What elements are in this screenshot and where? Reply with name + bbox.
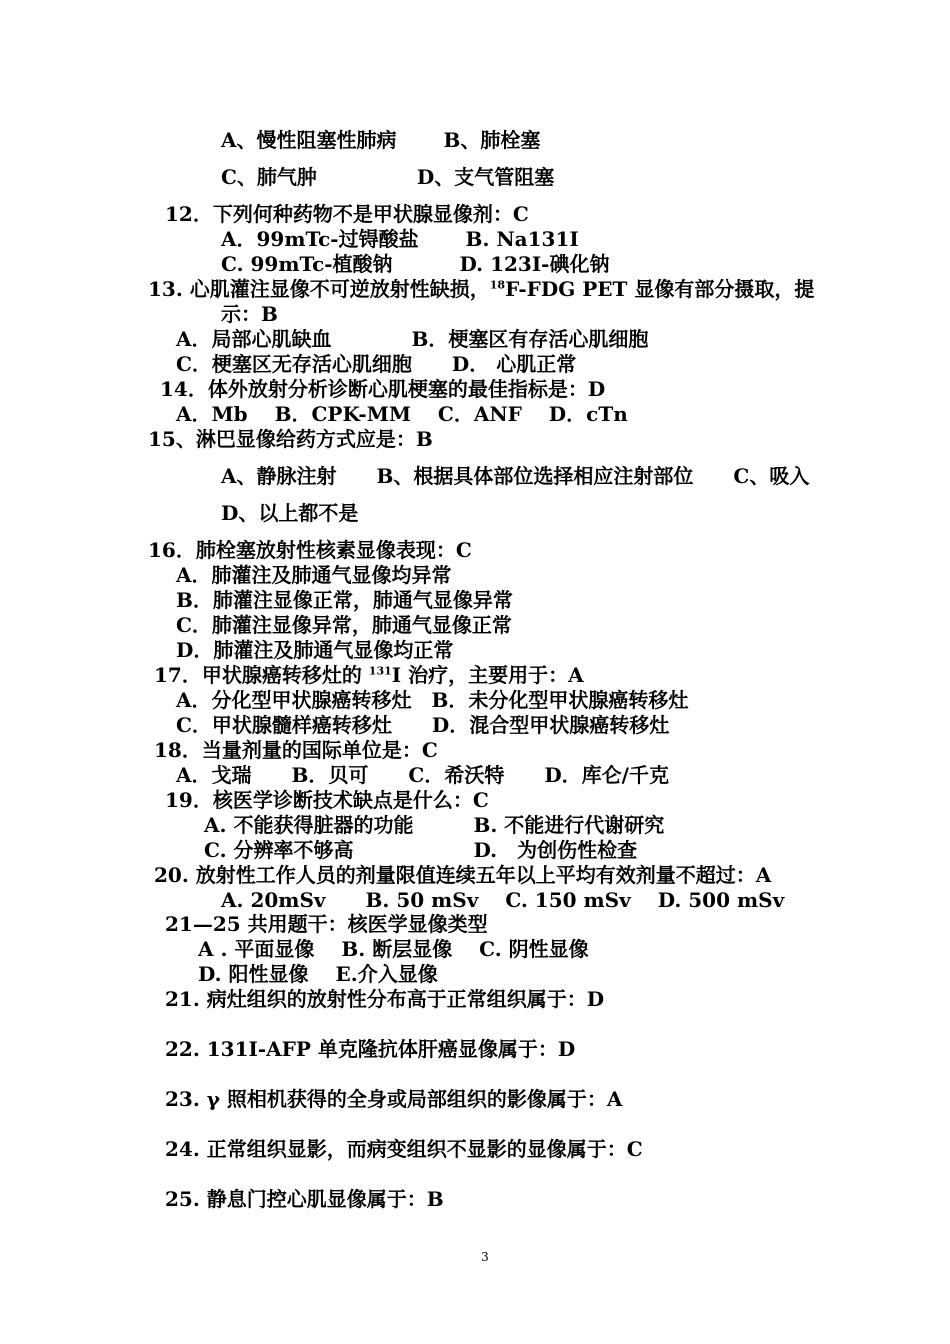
q22-question: 22. 131I-AFP 单克隆抗体肝癌显像属于：D [165,1037,576,1061]
q16-option-b: B．肺灌注显像正常，肺通气显像异常 [176,588,513,612]
q14-options: A．Mb B．CPK-MM C．ANF D．cTn [176,402,628,426]
q13-options-ab: A．局部心肌缺血 B．梗塞区有存活心肌细胞 [176,327,649,351]
q21-25-options-de: D. 阳性显像 E.介入显像 [198,962,438,986]
q21-25-options-abc: A . 平面显像 B. 断层显像 C. 阴性显像 [198,937,589,961]
q20-options: A. 20mSv B. 50 mSv C. 150 mSv D. 500 mSv [221,888,785,912]
q15-question: 15、淋巴显像给药方式应是：B [148,427,433,451]
q11-options-cd: C、肺气肿 D、支气管阻塞 [221,165,555,189]
q17-question [154,663,584,687]
q17-text-part2: I 治疗，主要用于：A [391,663,584,687]
q21-25-shared-stem: 21—25 共用题干：核医学显像类型 [165,912,488,936]
q17-options-cd: C．甲状腺髓样癌转移灶 D．混合型甲状腺癌转移灶 [176,713,670,737]
q23-question: 23. γ 照相机获得的全身或局部组织的影像属于：A [165,1087,623,1111]
q16-option-c: C．肺灌注显像异常，肺通气显像正常 [176,613,512,637]
q13-question [148,277,814,301]
q12-options-ab: A．99mTc-过锝酸盐 B. Na131I [221,227,579,251]
q17-options-ab: A．分化型甲状腺癌转移灶 B．未分化型甲状腺癌转移灶 [176,688,689,712]
q13-text-part1: 13. 心肌灌注显像不可逆放射性缺损， [148,277,490,301]
q21-question: 21. 病灶组织的放射性分布高于正常组织属于：D [165,987,605,1011]
q13-question-continued: 示：B [221,302,278,326]
q19-options-ab: A. 不能获得脏器的功能 B. 不能进行代谢研究 [204,813,665,837]
q24-question: 24. 正常组织显影，而病变组织不显影的显像属于：C [165,1137,643,1161]
q17-text-part1: 17．甲状腺癌转移灶的 [154,663,369,687]
page-number: 3 [481,1250,489,1264]
q13-text-part2: F-FDG PET 显像有部分摄取，提 [505,277,815,301]
q12-options-cd: C. 99mTc-植酸钠 D. 123I-碘化钠 [221,252,610,276]
q16-option-d: D．肺灌注及肺通气显像均正常 [176,638,454,662]
q11-options-ab: A、慢性阻塞性肺病 B、肺栓塞 [221,128,541,152]
q18-question: 18．当量剂量的国际单位是：C [154,738,438,762]
q15-options-abc: A、静脉注射 B、根据具体部位选择相应注射部位 C、吸入 [221,464,810,488]
q25-question: 25. 静息门控心肌显像属于：B [165,1187,444,1211]
q19-options-cd: C. 分辨率不够高 D. 为创伤性检查 [204,838,638,862]
q16-option-a: A．肺灌注及肺通气显像均异常 [176,563,452,587]
q18-options: A．戈瑞 B．贝可 C．希沃特 D．库仑/千克 [176,763,669,787]
q14-question: 14．体外放射分析诊断心肌梗塞的最佳指标是：D [160,377,606,401]
q13-options-cd: C．梗塞区无存活心肌细胞 D． 心肌正常 [176,352,577,376]
q20-question: 20. 放射性工作人员的剂量限值连续五年以上平均有效剂量不超过：A [154,863,772,887]
q12-question: 12．下列何种药物不是甲状腺显像剂：C [165,202,529,226]
q13-superscript: 18 [489,278,506,292]
q15-option-d: D、以上都不是 [221,501,359,525]
q17-superscript: 131 [368,664,392,678]
q19-question: 19．核医学诊断技术缺点是什么：C [165,788,489,812]
q16-question: 16．肺栓塞放射性核素显像表现：C [148,538,472,562]
